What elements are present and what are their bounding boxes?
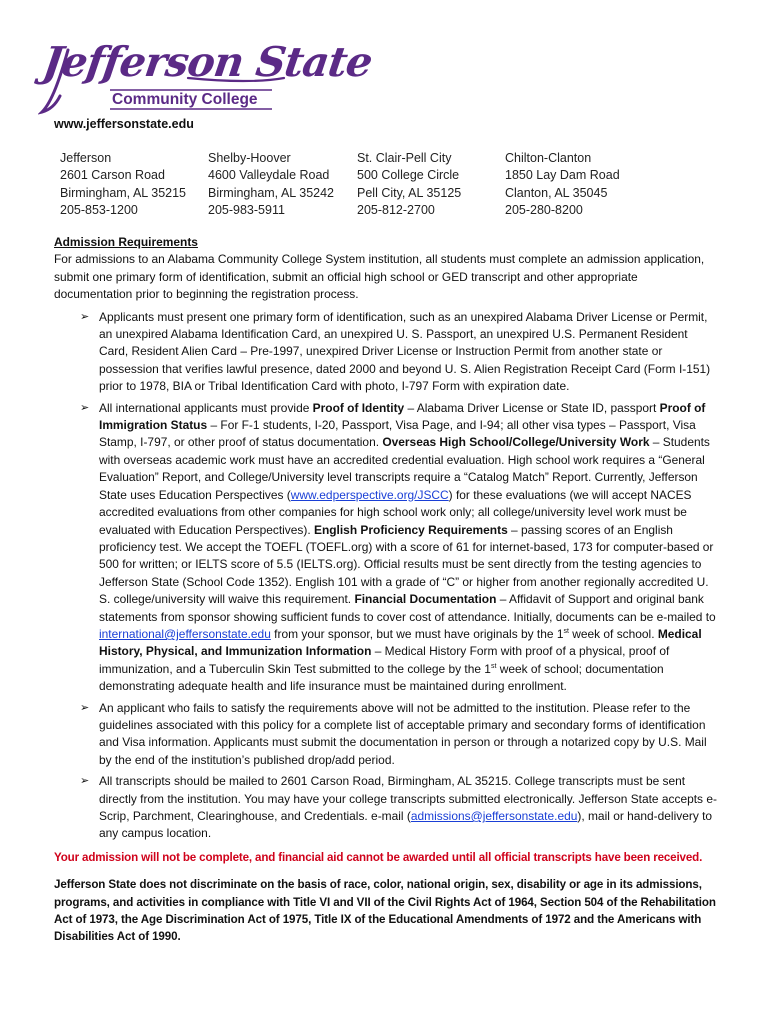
campus-street: 1850 Lay Dam Road <box>505 168 620 183</box>
list-item <box>54 309 719 396</box>
text-run: ) for these evaluations (we will accept NACES accredited evaluations from other companies for high school work only; all college/university level work must be evaluated with Education Perspectives). <box>99 487 692 537</box>
campus-jefferson <box>60 150 186 220</box>
campus-name: Jefferson <box>60 151 112 165</box>
logo-wordmark: Jefferson State <box>40 38 375 86</box>
campus-city: Clanton, AL 35045 <box>505 185 608 200</box>
bold-term: English Proficiency Requirements <box>314 522 508 537</box>
campus-street: 4600 Valleydale Road <box>208 168 330 183</box>
section-title: Admission Requirements <box>54 235 198 249</box>
campus-name: St. Clair-Pell City <box>357 151 452 165</box>
admission-denial-text: An applicant who fails to satisfy the requirements above will not be admitted to the institution. Please refer to the guidelines associated with this policy for a complete list of acceptable primary and secondary forms of identification and Visa information. Applicants must submit the documentation in person or through a notarized copy by U.S. Mail by the end of the institution’s published drop/add period. <box>99 700 707 767</box>
text-run: ), mail or hand-delivery to any campus location. <box>99 809 713 841</box>
bold-term: Proof of Identity <box>312 400 405 415</box>
text-run: All transcripts should be mailed to 2601 Carson Road, Birmingham, AL 35215. College transcripts must be sent directly from the institution. You may have your college transcripts submitted electronically. Jefferson State accepts e-Scrip, Parchment, Clearinghouse, and Credentials. e-mail ( <box>99 774 717 823</box>
bold-term: Medical History, Physical, and Immunization Information <box>99 626 702 659</box>
arrow-bullet-icon: ➢ <box>80 401 90 414</box>
international-email-link[interactable]: international@jeffersonstate.edu <box>99 626 271 641</box>
campus-phone: 205-812-2700 <box>357 203 435 218</box>
identification-text: Applicants must present one primary form of identification, such as an unexpired Alabama Driver License or Permit, an unexpired Alabama Identification Card, an unexpired U. S. Passport, an unexpired U.S. Permanent Resident Card, Resident Alien Card – Pre-1997, unexpired Driver License or Instruction Permit from another state or possession that verifies lawful presence, dated 2000 and beyond U. S. Alien Registration Receipt Card (Form I-151) prior to 1978, BIA or Tribal Identification Card with photo, I-797 Form with expiration date. <box>99 309 711 394</box>
campus-city: Pell City, AL 35125 <box>357 185 462 200</box>
bold-term: Overseas High School/College/University Work <box>382 435 650 450</box>
arrow-bullet-icon: ➢ <box>80 701 90 714</box>
text-run: – For F-1 students, I-20, Passport, Visa Page, and I-94; all other visa types – Passport, Visa Stamp, I-797, or other proof of status documentation. <box>99 418 696 450</box>
text-run: week of school; documentation demonstrating adequate health and life insurance must be maintained during enrollment. <box>99 661 664 694</box>
campus-phone: 205-983-5911 <box>208 203 285 218</box>
list-item <box>54 400 719 696</box>
arrow-bullet-icon: ➢ <box>80 775 90 788</box>
campus-st-clair <box>357 150 461 220</box>
campus-street: 500 College Circle <box>357 168 460 183</box>
campus-phone: 205-853-1200 <box>60 203 138 218</box>
campus-city: Birmingham, AL 35242 <box>208 185 335 200</box>
campus-shelby-hoover <box>208 150 334 220</box>
campus-name: Chilton-Clanton <box>505 151 592 165</box>
college-logo <box>38 38 375 116</box>
text-run: – Alabama Driver License or State ID, passport <box>404 400 660 415</box>
list-item <box>54 773 719 843</box>
text-run: – Students with overseas academic work must have an accredited credential evaluation. High school work requires a “General Evaluation” Report, and College/University level transcripts require a “Catalog Match” Report. Currently, Jefferson State uses Education Perspectives ( <box>99 435 710 502</box>
admission-section <box>54 234 719 946</box>
text-run: – passing scores of an English proficiency test. We accept the TOEFL (TOEFL.org) with a score of 61 for internet-based, 173 for computer-based or 500 for written; or IELTS score of 5.5 (IELTS.org). Official results must be sent directly from the testing agencies to Jefferson State (School Code 1352). English 101 with a grade of “C” or higher from another regionally accredited U. S. college/university will waive this requirement. <box>99 522 714 607</box>
campus-name: Shelby-Hoover <box>208 151 291 165</box>
bold-term: Financial Documentation <box>354 592 497 607</box>
text-run: – Medical History Form with proof of a physical, proof of immunization, and a Tuberculin Skin Test submitted to the college by the 1 <box>99 644 670 676</box>
list-item <box>54 700 719 770</box>
text-run: week of school. <box>568 626 658 641</box>
intro-paragraph: For admissions to an Alabama Community College System institution, all students must complete an admission application, submit one primary form of identification, submit an official high school or GED transcript and other appropriate documentation prior to beginning the registration process. <box>54 252 705 302</box>
bold-term: Proof of Immigration Status <box>99 400 706 433</box>
nondiscrimination-policy: Jefferson State does not discriminate on the basis of race, color, national origin, sex, disability or age in its admissions, programs, and activities in compliance with Title VI and VII of the Civil Rights Act of 1964, Section 504 of the Rehabilitation Act of 1973, the Age Discrimination Act of 1975, Title IX of the Educational Amendments of 1972 and the Americans with Disabilities Act of 1990. <box>54 878 716 944</box>
admissions-email-link[interactable]: admissions@jeffersonstate.edu <box>410 809 578 823</box>
requirements-list <box>54 309 719 843</box>
edperspective-link[interactable]: www.edperspective.org/JSCC <box>290 487 449 502</box>
campus-phone: 205-280-8200 <box>505 203 583 218</box>
logo-subtitle: Community College <box>112 91 258 108</box>
campus-street: 2601 Carson Road <box>60 168 165 183</box>
transcript-warning: Your admission will not be complete, and financial aid cannot be awarded until all official transcripts have been received. <box>54 850 703 864</box>
campus-chilton-clanton <box>505 150 620 220</box>
text-run: from your sponsor, but we must have originals by the 1 <box>270 626 564 641</box>
website-url: www.jeffersonstate.edu <box>54 117 194 131</box>
ordinal-suffix: st <box>490 662 497 670</box>
text-run: All international applicants must provide <box>99 400 313 415</box>
ordinal-suffix: st <box>563 627 569 635</box>
arrow-bullet-icon: ➢ <box>80 310 90 323</box>
text-run: – Affidavit of Support and original bank statements from sponsor showing sufficient funds to cover cost of attendance. Initially, documents can be e-mailed to <box>99 592 716 624</box>
campus-city: Birmingham, AL 35215 <box>60 185 187 200</box>
campus-list <box>60 150 700 222</box>
